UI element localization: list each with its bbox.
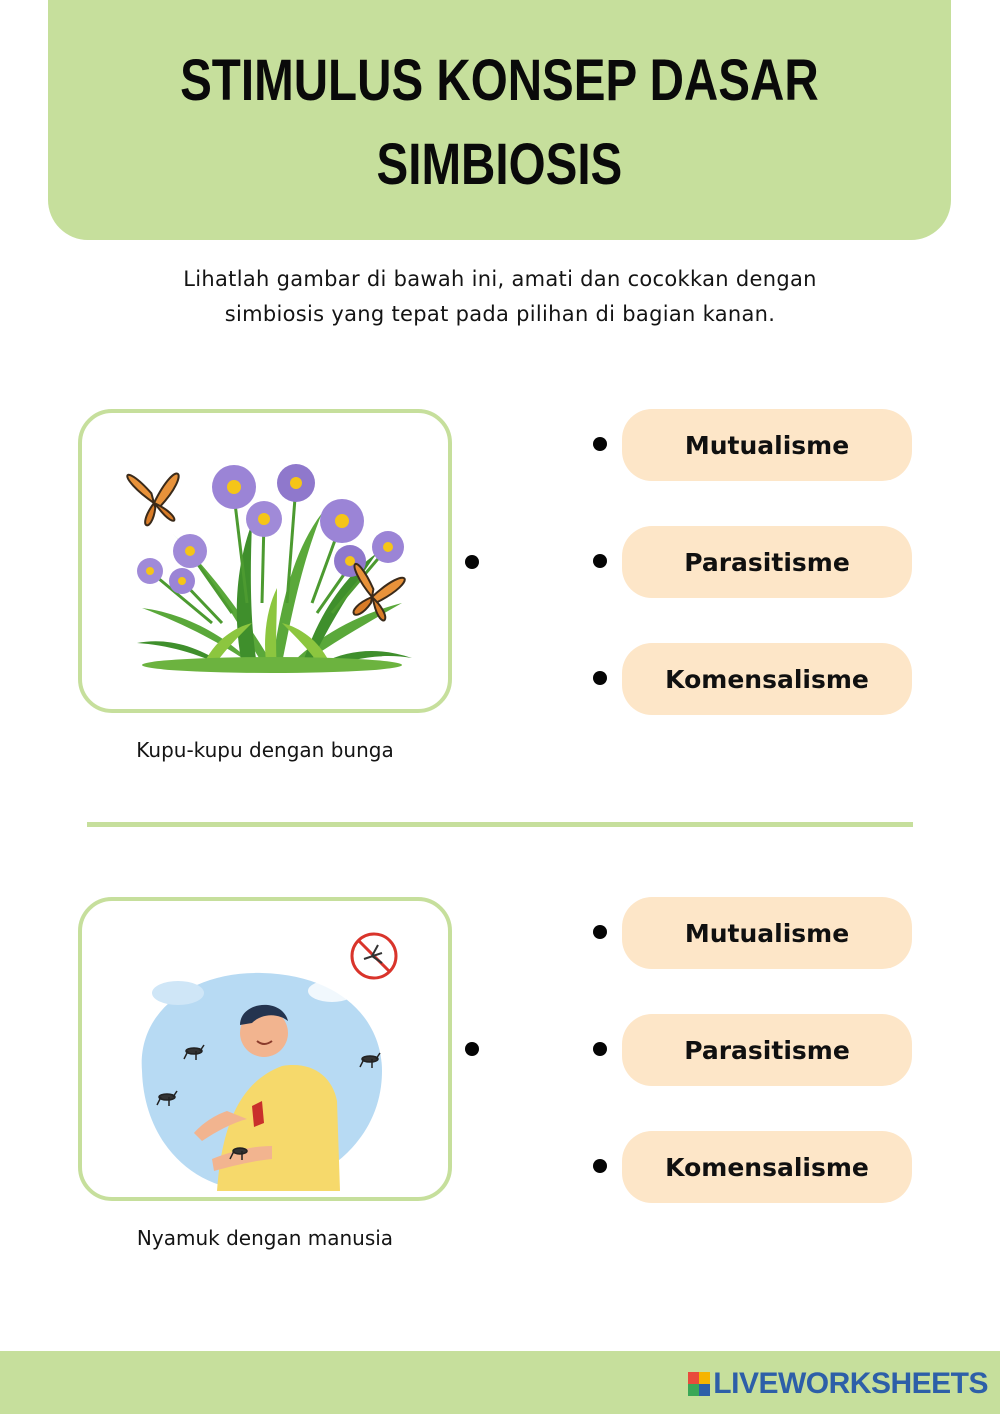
header-banner <box>48 0 951 240</box>
q1-option-mutualisme[interactable]: Mutualisme <box>622 409 912 481</box>
q1-option-parasitisme[interactable]: Parasitisme <box>622 526 912 598</box>
mosquito-human-illustration <box>82 901 452 1201</box>
butterflies-flowers-illustration <box>82 413 452 713</box>
footer-bar <box>0 1351 1000 1414</box>
title-line-1: STIMULUS KONSEP DASAR <box>180 48 819 113</box>
question-2-caption: Nyamuk dengan manusia <box>136 1226 394 1250</box>
brand-name: LIVEWORKSHEETS <box>713 1367 988 1400</box>
page-title <box>180 39 819 207</box>
instructions-line-1: Lihatlah gambar di bawah ini, amati dan cocokkan dengan <box>183 267 817 291</box>
question-1-caption: Kupu-kupu dengan bunga <box>136 738 394 762</box>
q1-option-1-match-point[interactable] <box>593 437 607 451</box>
q2-option-1-match-point[interactable] <box>593 925 607 939</box>
q2-option-komensalisme[interactable]: Komensalisme <box>622 1131 912 1203</box>
question-2-image-card <box>78 897 452 1201</box>
liveworksheets-logo-icon <box>688 1372 710 1396</box>
q2-option-2-match-point[interactable] <box>593 1042 607 1056</box>
question-2-match-point[interactable] <box>465 1042 479 1056</box>
instructions <box>100 262 900 332</box>
brand-link[interactable] <box>688 1369 988 1399</box>
q1-option-komensalisme[interactable]: Komensalisme <box>622 643 912 715</box>
question-1-match-point[interactable] <box>465 555 479 569</box>
question-1-image-card <box>78 409 452 713</box>
title-line-2: SIMBIOSIS <box>376 132 623 197</box>
q2-option-mutualisme[interactable]: Mutualisme <box>622 897 912 969</box>
instructions-line-2: simbiosis yang tepat pada pilihan di bagian kanan. <box>224 302 776 326</box>
q2-option-3-match-point[interactable] <box>593 1159 607 1173</box>
q1-option-2-match-point[interactable] <box>593 554 607 568</box>
section-divider <box>87 822 913 827</box>
q1-option-3-match-point[interactable] <box>593 671 607 685</box>
q2-option-parasitisme[interactable]: Parasitisme <box>622 1014 912 1086</box>
